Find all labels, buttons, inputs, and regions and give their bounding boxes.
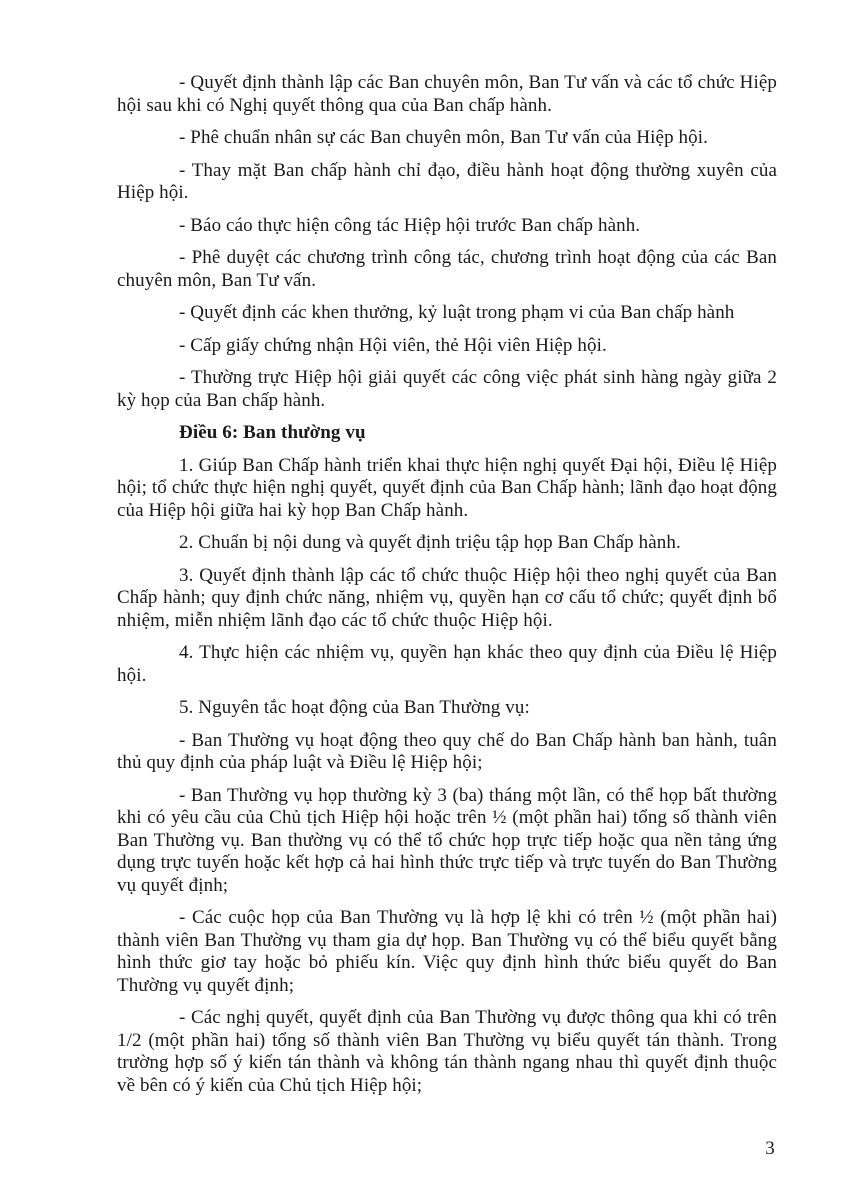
paragraph: - Ban Thường vụ họp thường kỳ 3 (ba) tháng một lần, có thể họp bất thường khi có yêu cầu của Chủ tịch Hiệp hội hoặc trên ½ (một phần hai) tổng số thành viên Ban Thường vụ. Ban thường vụ có thể tổ chức họp trực tiếp hoặc qua nền tảng ứng dụng trực tuyến hoặc kết hợp cả hai hình thức trực tiếp và trực tuyến do Ban Thường vụ quyết định; xyxy=(117,784,777,896)
paragraph: 5. Nguyên tắc hoạt động của Ban Thường vụ: xyxy=(179,697,530,718)
section-heading: Điều 6: Ban thường vụ xyxy=(179,422,366,443)
paragraph: 4. Thực hiện các nhiệm vụ, quyền hạn khác theo quy định của Điều lệ Hiệp hội. xyxy=(117,642,777,686)
paragraph: - Thường trực Hiệp hội giải quyết các công việc phát sinh hàng ngày giữa 2 kỳ họp của Ban chấp hành. xyxy=(117,367,777,411)
paragraph: - Quyết định thành lập các Ban chuyên môn, Ban Tư vấn và các tổ chức Hiệp hội sau khi có Nghị quyết thông qua của Ban chấp hành. xyxy=(117,72,777,116)
paragraph: 2. Chuẩn bị nội dung và quyết định triệu tập họp Ban Chấp hành. xyxy=(179,532,681,553)
paragraph: 3. Quyết định thành lập các tổ chức thuộc Hiệp hội theo nghị quyết của Ban Chấp hành; quy định chức năng, nhiệm vụ, quyền hạn cơ cấu tổ chức; quyết định bổ nhiệm, miễn nhiệm lãnh đạo các tổ chức thuộc Hiệp hội. xyxy=(117,564,777,631)
paragraph: - Báo cáo thực hiện công tác Hiệp hội trước Ban chấp hành. xyxy=(179,214,641,236)
paragraph: - Các nghị quyết, quyết định của Ban Thường vụ được thông qua khi có trên 1/2 (một phần hai) tổng số thành viên Ban Thường vụ biểu quyết tán thành. Trong trường hợp số ý kiến tán thành và không tán thành ngang nhau thì quyết định thuộc về bên có ý kiến của Chủ tịch Hiệp hội; xyxy=(117,1007,777,1096)
paragraph: - Ban Thường vụ hoạt động theo quy chế do Ban Chấp hành ban hành, tuân thủ quy định của pháp luật và Điều lệ Hiệp hội; xyxy=(117,729,777,773)
paragraph: 1. Giúp Ban Chấp hành triển khai thực hiện nghị quyết Đại hội, Điều lệ Hiệp hội; tổ chức thực hiện nghị quyết, quyết định của Ban Chấp hành; lãnh đạo hoạt động của Hiệp hội giữa hai kỳ họp Ban Chấp hành. xyxy=(117,454,777,521)
paragraph: - Cấp giấy chứng nhận Hội viên, thẻ Hội viên Hiệp hội. xyxy=(179,334,607,356)
document-body xyxy=(117,72,777,1107)
page-number: 3 xyxy=(765,1138,775,1159)
paragraph: - Phê duyệt các chương trình công tác, chương trình hoạt động của các Ban chuyên môn, Ban Tư vấn. xyxy=(117,247,777,291)
paragraph: - Quyết định các khen thưởng, kỷ luật trong phạm vi của Ban chấp hành xyxy=(179,302,735,323)
paragraph: - Phê chuẩn nhân sự các Ban chuyên môn, Ban Tư vấn của Hiệp hội. xyxy=(179,127,708,148)
paragraph: - Các cuộc họp của Ban Thường vụ là hợp lệ khi có trên ½ (một phần hai) thành viên Ban Thường vụ tham gia dự họp. Ban Thường vụ có thể biểu quyết bằng hình thức giơ tay hoặc bỏ phiếu kín. Việc quy định hình thức biểu quyết do Ban Thường vụ quyết định; xyxy=(117,907,777,996)
paragraph: - Thay mặt Ban chấp hành chỉ đạo, điều hành hoạt động thường xuyên của Hiệp hội. xyxy=(117,159,777,203)
